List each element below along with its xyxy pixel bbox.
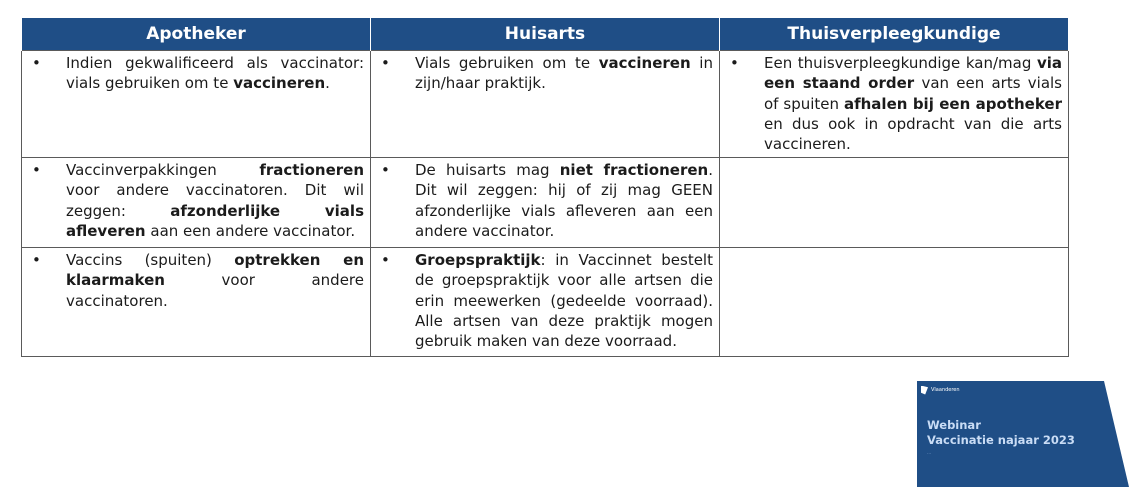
cell-text	[764, 53, 1062, 154]
bullet-icon: •	[32, 54, 41, 72]
table-cell	[22, 248, 371, 357]
table-cell	[22, 51, 371, 158]
list-item	[726, 53, 1062, 154]
list-item	[28, 250, 364, 311]
bold-text: fractioneren	[259, 161, 364, 179]
text-segment: en dus ook in opdracht van die arts vaccineren.	[764, 114, 1062, 154]
text-segment: . Dit wil zeggen: hij of zij mag GEEN afzonderlijke vials afleveren aan een andere vaccinator.	[415, 161, 713, 240]
cell-text	[415, 53, 713, 94]
bold-text: optrekken en klaarmaken	[66, 251, 364, 290]
table-row	[22, 248, 1069, 357]
text-segment: voor andere vaccinatoren.	[66, 271, 364, 310]
webinar-banner	[917, 381, 1129, 487]
logo-text: Vlaanderen	[931, 386, 960, 393]
banner-date: ...	[927, 451, 932, 456]
banner-title-line1: Webinar	[927, 418, 981, 432]
header-huisarts: Huisarts	[371, 18, 720, 51]
bullet-icon: •	[32, 161, 41, 179]
text-segment: in zijn/haar praktijk.	[415, 54, 713, 93]
bullet-icon: •	[381, 54, 390, 72]
bullet-icon: •	[32, 251, 41, 269]
bold-text: niet fractioneren	[559, 161, 709, 179]
bold-text: vaccineren	[598, 54, 691, 72]
header-thuisverpleegkundige: Thuisverpleegkundige	[720, 18, 1069, 51]
text-segment: Vaccins (spuiten)	[66, 251, 235, 269]
empty-cell	[720, 158, 1069, 248]
text-segment: aan een andere vaccinator.	[145, 221, 356, 240]
cell-text	[415, 160, 713, 241]
list-item	[28, 160, 364, 241]
text-segment: De huisarts mag	[415, 161, 560, 179]
cell-text	[415, 250, 713, 351]
list-item	[377, 53, 713, 94]
cell-text	[66, 160, 364, 241]
table-cell	[22, 158, 371, 248]
text-segment: : in Vaccinnet bestelt de groepspraktijk voor alle artsen die erin meewerken (gedeelde voorraad). Alle artsen van deze praktijk mogen gebruik maken van deze voorraad.	[415, 251, 713, 351]
cell-text	[66, 250, 364, 311]
text-segment: van een arts vials of spuiten	[764, 74, 1062, 113]
text-segment: Vials gebruiken om te	[415, 54, 599, 72]
table-cell	[720, 51, 1069, 158]
text-segment: .	[325, 74, 330, 93]
cell-text	[66, 53, 364, 94]
text-segment: Vaccinverpakkingen	[66, 161, 260, 179]
bullet-icon: •	[381, 251, 390, 269]
table-cell	[371, 51, 720, 158]
list-item	[28, 53, 364, 94]
text-segment: voor andere vaccinatoren. Dit wil zeggen:	[66, 181, 364, 220]
bullet-icon: •	[730, 54, 739, 72]
empty-cell	[720, 248, 1069, 357]
list-item	[377, 160, 713, 241]
text-segment: Een thuisverpleegkundige kan/mag	[764, 54, 1037, 72]
banner-title	[927, 418, 1075, 448]
table-cell	[371, 158, 720, 248]
role-comparison-table	[21, 17, 1069, 357]
list-item	[377, 250, 713, 351]
header-row	[22, 18, 1069, 51]
banner-title-line2: Vaccinatie najaar 2023	[927, 433, 1075, 447]
table-row	[22, 51, 1069, 158]
vlaanderen-logo-icon	[921, 384, 961, 396]
text-segment: Indien gekwalificeerd als vaccinator: vials gebruiken om te	[66, 54, 364, 93]
table-row	[22, 158, 1069, 248]
bold-text: Groepspraktijk	[415, 251, 541, 269]
bold-text: via een staand order	[764, 54, 1062, 93]
table-cell	[371, 248, 720, 357]
header-apotheker: Apotheker	[22, 18, 371, 51]
bold-text: vaccineren	[233, 74, 326, 93]
bullet-icon: •	[381, 161, 390, 179]
bold-text: afzonderlijke vials afleveren	[66, 201, 364, 240]
bold-text: afhalen bij een apotheker	[843, 94, 1062, 113]
